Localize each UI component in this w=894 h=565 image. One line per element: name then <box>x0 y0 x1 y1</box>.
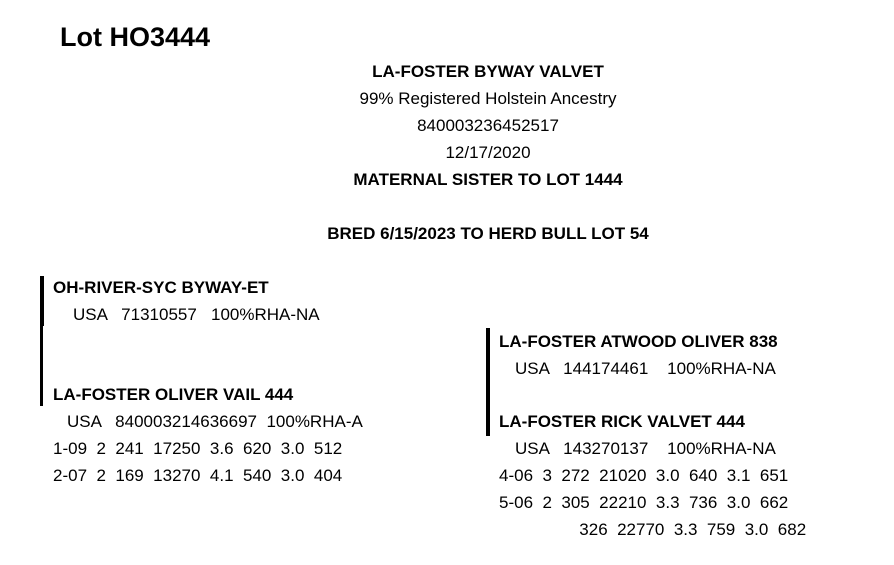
dam-dam-record-3: 326 22770 3.3 759 3.0 682 <box>499 520 807 539</box>
dam-dam-name: LA-FOSTER RICK VALVET 444 <box>499 412 745 431</box>
dam-record-2: 2-07 2 169 13270 4.1 540 3.0 404 <box>53 466 343 485</box>
dam-dam-registration: USA 143270137 100%RHA-NA <box>515 439 776 458</box>
animal-ancestry: 99% Registered Holstein Ancestry <box>359 89 617 108</box>
dam-registration: USA 840003214636697 100%RHA-A <box>67 412 363 431</box>
animal-dob: 12/17/2020 <box>445 143 531 162</box>
dam-name: LA-FOSTER OLIVER VAIL 444 <box>53 385 294 404</box>
maternal-sister-note: MATERNAL SISTER TO LOT 1444 <box>353 170 623 189</box>
sire-bracket-line <box>40 276 44 326</box>
dam-dam-record-2: 5-06 2 305 22210 3.3 736 3.0 662 <box>499 493 789 512</box>
bred-note: BRED 6/15/2023 TO HERD BULL LOT 54 <box>327 224 649 243</box>
animal-id: 840003236452517 <box>417 116 559 135</box>
sire-registration: USA 71310557 100%RHA-NA <box>73 305 320 324</box>
sire-name: OH-RIVER-SYC BYWAY-ET <box>53 278 269 297</box>
dam-dam-record-1: 4-06 3 272 21020 3.0 640 3.1 651 <box>499 466 789 485</box>
pedigree-connector-line <box>40 326 43 406</box>
lot-title: Lot HO3444 <box>60 22 211 52</box>
animal-name: LA-FOSTER BYWAY VALVET <box>372 62 604 81</box>
dam-bracket-line <box>486 328 490 436</box>
dam-record-1: 1-09 2 241 17250 3.6 620 3.0 512 <box>53 439 343 458</box>
dam-sire-registration: USA 144174461 100%RHA-NA <box>515 359 776 378</box>
dam-sire-name: LA-FOSTER ATWOOD OLIVER 838 <box>499 332 778 351</box>
